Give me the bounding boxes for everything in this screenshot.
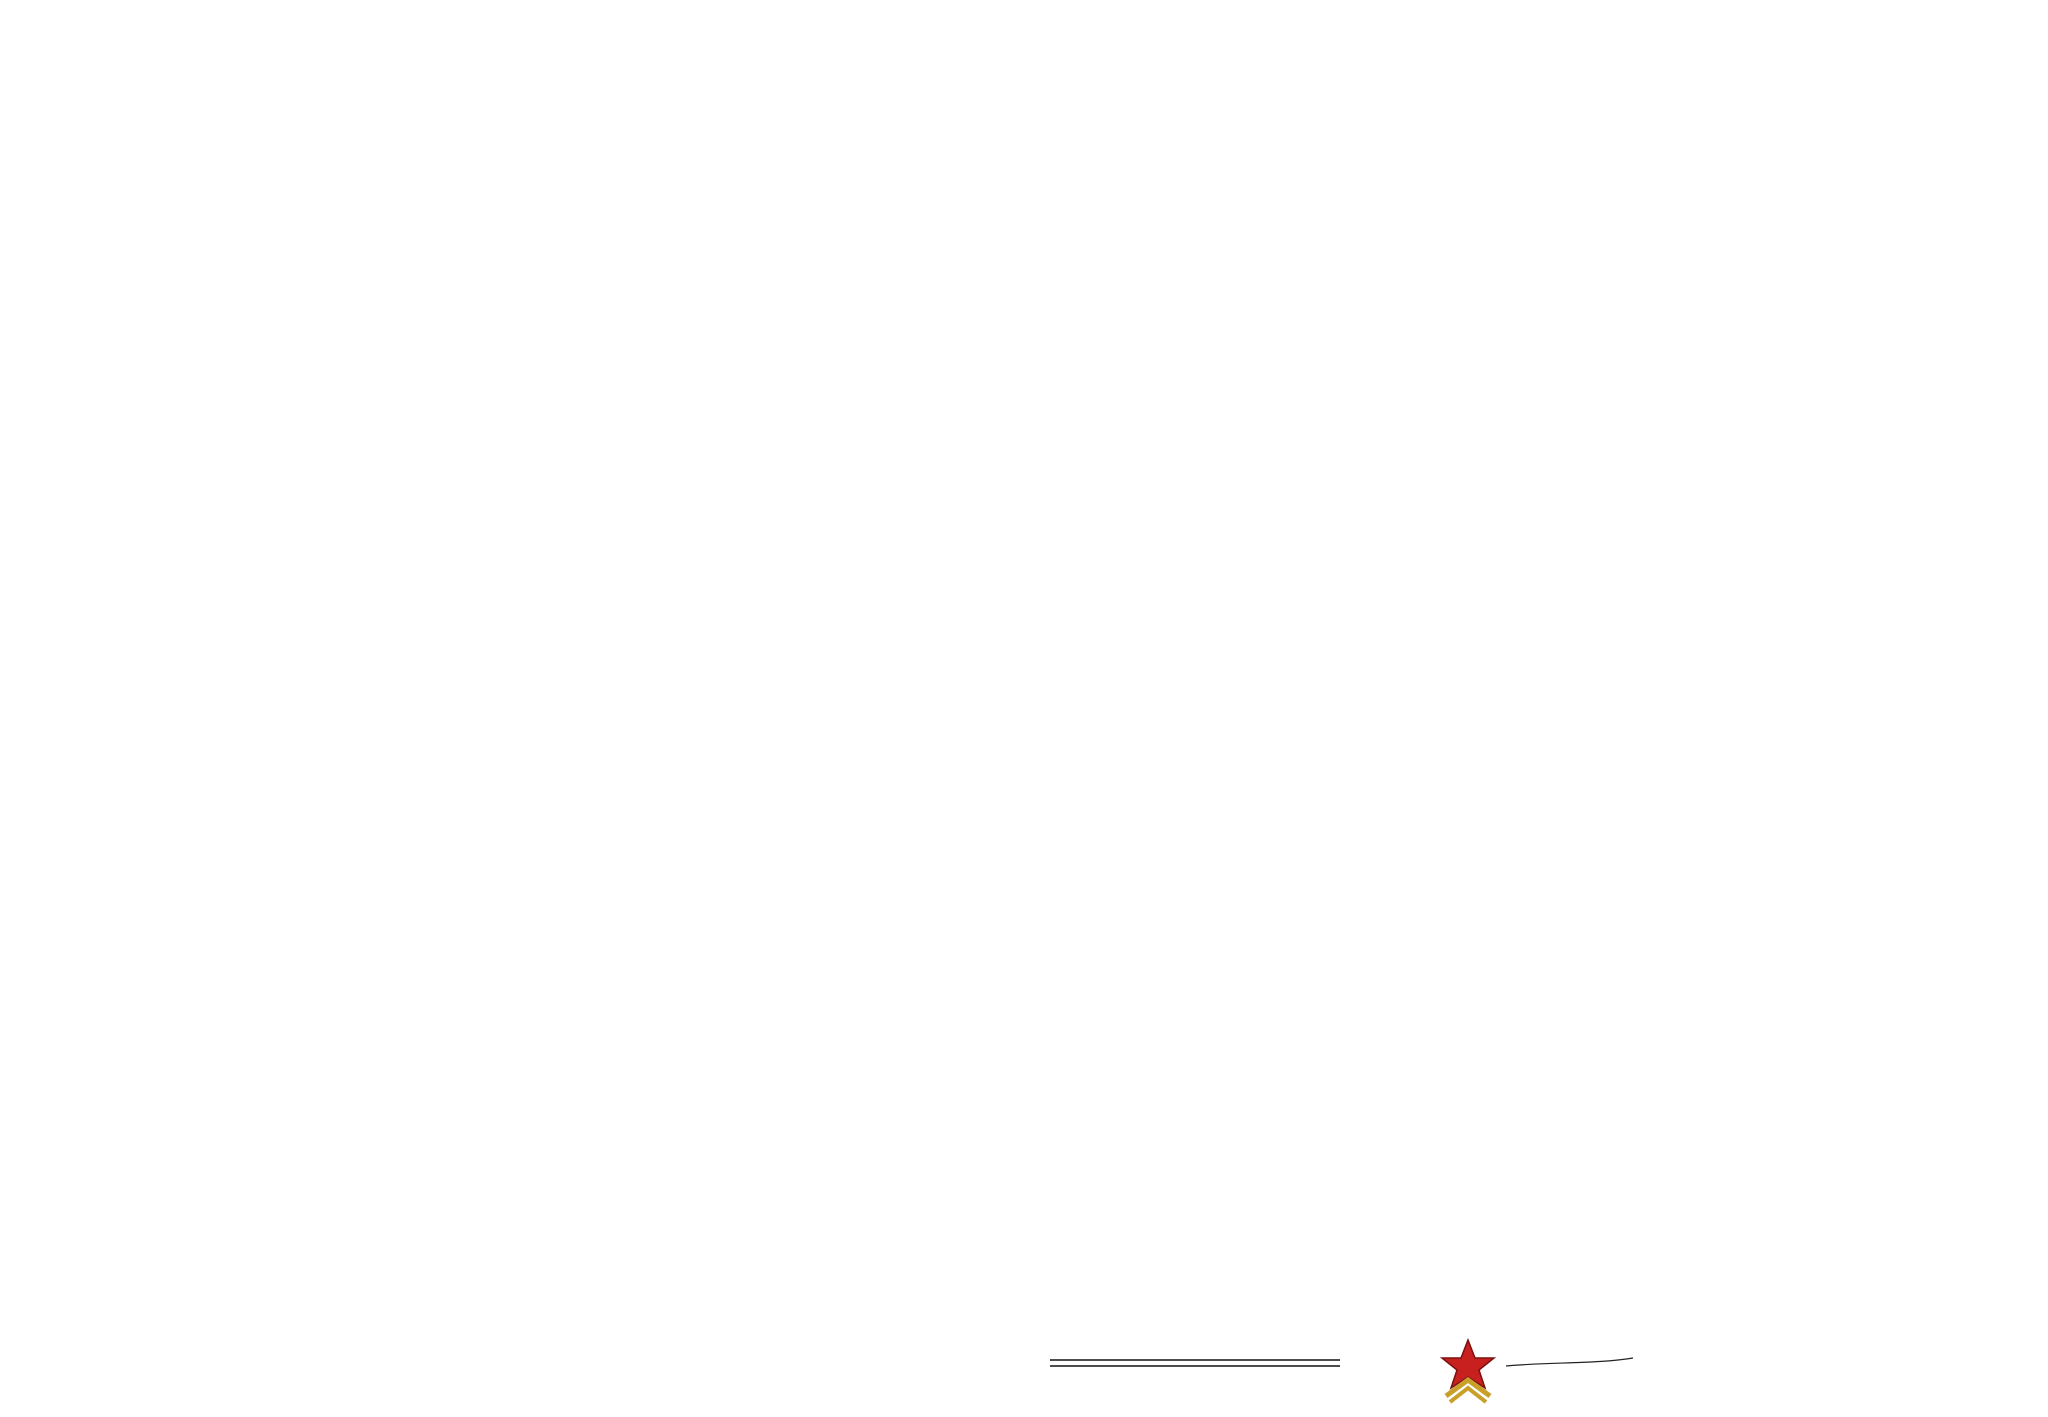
red-star-emblem-icon: [1442, 1340, 1494, 1402]
author-signature: [1428, 1318, 1648, 1417]
measurement-scale: [1040, 1318, 1410, 1417]
